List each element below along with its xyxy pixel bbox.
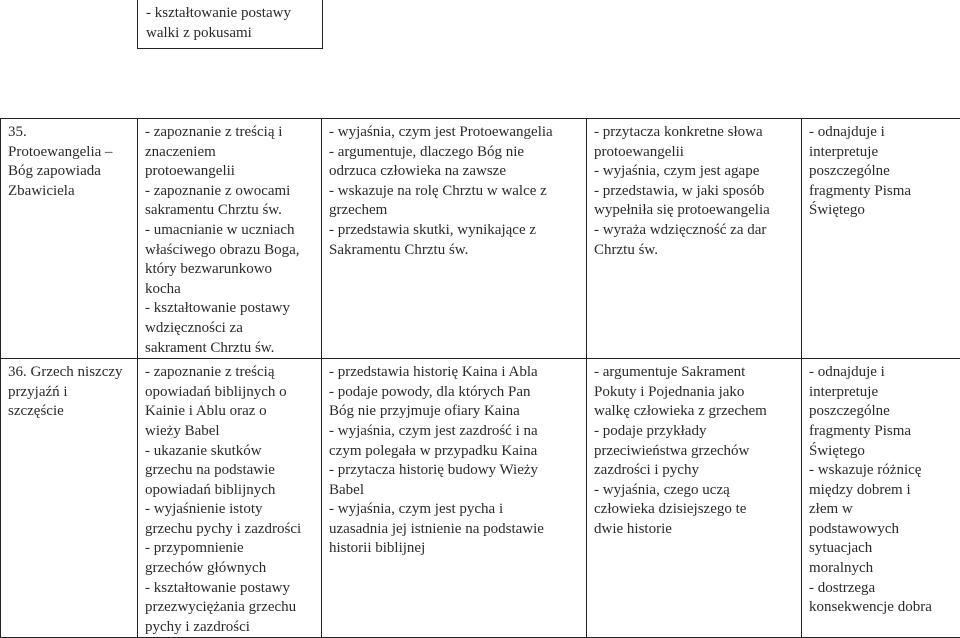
cell-line: kocha xyxy=(145,280,315,300)
cell-line: - zapoznanie z treścią i xyxy=(145,123,315,143)
cell-line: - wyraża wdzięczność za dar xyxy=(594,221,795,241)
cell-line: człowieka dzisiejszego te xyxy=(594,500,795,520)
cell-line: sakramentu Chrztu św. xyxy=(145,201,315,221)
cell-line: grzechu pychy i zazdrości xyxy=(145,520,315,540)
skills-cell xyxy=(802,359,960,638)
cell-line: Świętego xyxy=(809,442,954,462)
cell-line: - ukazanie skutków xyxy=(145,442,315,462)
cell-line: - argumentuje Sakrament xyxy=(594,363,795,383)
cell-line: - wskazuje różnicę xyxy=(809,461,954,481)
cell-line: Świętego xyxy=(809,201,954,221)
cell-line: protoewangelii xyxy=(145,162,315,182)
top-cell-line: - kształtowanie postawy xyxy=(146,4,314,24)
cell-line: 35. xyxy=(8,123,131,143)
cell-line: wdzięczności za xyxy=(145,319,315,339)
cell-line: - przytacza historię budowy Wieży xyxy=(329,461,580,481)
cell-line: Pokuty i Pojednania jako xyxy=(594,383,795,403)
cell-line: Bóg nie przyjmuje ofiary Kaina xyxy=(329,402,580,422)
cell-line: grzechem xyxy=(329,201,580,221)
cell-line: konsekwencje dobra xyxy=(809,598,954,618)
cell-line: moralnych xyxy=(809,559,954,579)
cell-line: podstawowych xyxy=(809,520,954,540)
goals-cell xyxy=(138,359,322,638)
cell-line: - zapoznanie z owocami xyxy=(145,182,315,202)
cell-line: odrzuca człowieka na zawsze xyxy=(329,162,580,182)
cell-line: - dostrzega xyxy=(809,579,954,599)
cell-line: czym polegała w przypadku Kaina xyxy=(329,442,580,462)
cell-line: - przedstawia historię Kaina i Abla xyxy=(329,363,580,383)
goals-cell xyxy=(138,119,322,359)
cell-line: szczęście xyxy=(8,402,131,422)
cell-line: - argumentuje, dlaczego Bóg nie xyxy=(329,143,580,163)
table-row xyxy=(1,359,960,638)
cell-line: dwie historie xyxy=(594,520,795,540)
cell-line: poszczególne xyxy=(809,162,954,182)
cell-line: - wyjaśnia, czego uczą xyxy=(594,481,795,501)
previous-row-fragment xyxy=(137,0,323,49)
lesson-number-cell xyxy=(1,359,138,638)
cell-line: Babel xyxy=(329,481,580,501)
cell-line: - odnajduje i xyxy=(809,123,954,143)
cell-line: przeciwieństwa grzechów xyxy=(594,442,795,462)
cell-line: - wyjaśnienie istoty xyxy=(145,500,315,520)
cell-line: Chrztu św. xyxy=(594,241,795,261)
lesson-table xyxy=(0,118,960,638)
cell-line: 36. Grzech niszczy xyxy=(8,363,131,383)
cell-line: - przytacza konkretne słowa xyxy=(594,123,795,143)
cell-line: Zbawiciela xyxy=(8,182,131,202)
cell-line: - zapoznanie z treścią xyxy=(145,363,315,383)
cell-line: - umacnianie w uczniach xyxy=(145,221,315,241)
cell-line: walkę człowieka z grzechem xyxy=(594,402,795,422)
cell-line: grzechów głównych xyxy=(145,559,315,579)
cell-line: Sakramentu Chrztu św. xyxy=(329,241,580,261)
cell-line: Bóg zapowiada xyxy=(8,162,131,182)
cell-line: - kształtowanie postawy xyxy=(145,299,315,319)
cell-line: - wyjaśnia, czym jest zazdrość i na xyxy=(329,422,580,442)
cell-line: - przedstawia, w jaki sposób xyxy=(594,182,795,202)
cell-line: poszczególne xyxy=(809,402,954,422)
cell-line: uzasadnia jej istnienie na podstawie xyxy=(329,520,580,540)
cell-line: - podaje powody, dla których Pan xyxy=(329,383,580,403)
top-cell-line: walki z pokusami xyxy=(146,24,314,44)
cell-line: zazdrości i pychy xyxy=(594,461,795,481)
cell-line: między dobrem i xyxy=(809,481,954,501)
cell-line: - podaje przykłady xyxy=(594,422,795,442)
cell-line: złem w xyxy=(809,500,954,520)
cell-line: - odnajduje i xyxy=(809,363,954,383)
extended-requirements-cell xyxy=(587,359,802,638)
cell-line: przyjaźń i xyxy=(8,383,131,403)
cell-line: - przypomnienie xyxy=(145,539,315,559)
cell-line: pychy i zazdrości xyxy=(145,618,315,638)
cell-line: wypełniła się protoewangelia xyxy=(594,201,795,221)
cell-line: znaczeniem xyxy=(145,143,315,163)
cell-line: - kształtowanie postawy xyxy=(145,579,315,599)
cell-line: opowiadań biblijnych o xyxy=(145,383,315,403)
cell-line: - przedstawia skutki, wynikające z xyxy=(329,221,580,241)
basic-requirements-cell xyxy=(322,119,587,359)
cell-line: grzechu na podstawie xyxy=(145,461,315,481)
cell-line: - wyjaśnia, czym jest Protoewangelia xyxy=(329,123,580,143)
cell-line: właściwego obrazu Boga, xyxy=(145,241,315,261)
basic-requirements-cell xyxy=(322,359,587,638)
cell-line: który bezwarunkowo xyxy=(145,260,315,280)
cell-line: - wskazuje na rolę Chrztu w walce z xyxy=(329,182,580,202)
cell-line: fragmenty Pisma xyxy=(809,182,954,202)
top-cell xyxy=(138,0,322,47)
cell-line: fragmenty Pisma xyxy=(809,422,954,442)
skills-cell xyxy=(802,119,960,359)
cell-line: - wyjaśnia, czym jest pycha i xyxy=(329,500,580,520)
cell-line: przezwyciężania grzechu xyxy=(145,598,315,618)
cell-line: opowiadań biblijnych xyxy=(145,481,315,501)
cell-line: interpretuje xyxy=(809,383,954,403)
cell-line: Protoewangelia – xyxy=(8,143,131,163)
cell-line: - wyjaśnia, czym jest agape xyxy=(594,162,795,182)
cell-line: historii biblijnej xyxy=(329,539,580,559)
cell-line: sakrament Chrztu św. xyxy=(145,339,315,359)
table-row xyxy=(1,119,960,359)
cell-line: sytuacjach xyxy=(809,539,954,559)
cell-line: Kainie i Ablu oraz o xyxy=(145,402,315,422)
cell-line: wieży Babel xyxy=(145,422,315,442)
extended-requirements-cell xyxy=(587,119,802,359)
cell-line: protoewangelii xyxy=(594,143,795,163)
cell-line: interpretuje xyxy=(809,143,954,163)
lesson-number-cell xyxy=(1,119,138,359)
